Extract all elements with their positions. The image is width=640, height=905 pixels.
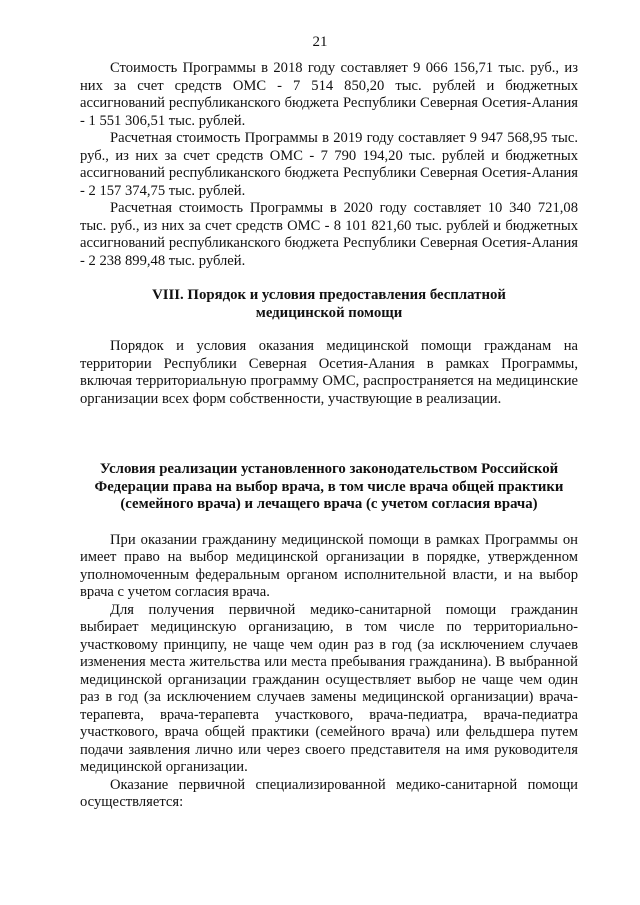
conditions-heading-line1: Условия реализации установленного законодательством Российской <box>99 461 559 477</box>
section-viii <box>80 287 578 408</box>
section-viii-paragraph: Порядок и условия оказания медицинской помощи гражданам на территории Республики Северная Осетия-Алания в рамках Программы, включая территориальную программу ОМС, распространяется на медицинские организации всех форм собственности, участвующие в реализации. <box>80 338 578 407</box>
cost-section <box>80 60 578 270</box>
conditions-section <box>80 461 578 812</box>
section-viii-heading-line2: медицинской помощи <box>255 304 403 321</box>
page-number: 21 <box>312 34 328 50</box>
cost-paragraph-2018: Стоимость Программы в 2018 году составляет 9 066 156,71 тыс. руб., из них за счет средств ОМС - 7 514 850,20 тыс. рублей и бюджетных ассигнований республиканского бюджета Республики Северная Осетия-Алания - 1 551 306,51 тыс. рублей. <box>80 60 578 129</box>
conditions-paragraph-specialized: Оказание первичной специализированной медико-санитарной помощи осуществляется: <box>80 776 578 810</box>
conditions-paragraph-choice: При оказании гражданину медицинской помощи в рамках Программы он имеет право на выбор медицинской организации в порядке, утвержденном уполномоченным федеральным органом исполнительной власти, и на выбор врача с учетом согласия врача. <box>80 531 578 600</box>
conditions-heading-line3: (семейного врача) и лечащего врача (с учетом согласия врача) <box>120 496 538 512</box>
section-viii-heading-line1: VIII. Порядок и условия предоставления бесплатной <box>152 287 506 303</box>
conditions-heading-line2: Федерации права на выбор врача, в том числе врача общей практики <box>94 478 564 495</box>
conditions-paragraph-primary-care: Для получения первичной медико-санитарной помощи гражданин выбирает медицинскую организацию, в том числе по территориально-участковому принципу, не чаще чем один раз в год (за исключением случаев изменения места жительства или места пребывания гражданина). В выбранной медицинской организации гражданин осуществляет выбор не чаще чем один раз в год (за исключением случаев замены медицинской организации) врача-терапевта, врача-терапевта участкового, врача-педиатра, врача-педиатра участкового, врача общей практики (семейного врача) или фельдшера путем подачи заявления лично или через своего представителя на имя руководителя медицинской организации. <box>80 601 578 775</box>
cost-paragraph-2019: Расчетная стоимость Программы в 2019 году составляет 9 947 568,95 тыс. руб., из них за счет средств ОМС - 7 790 194,20 тыс. рублей и бюджетных ассигнований республиканского бюджета Республики Северная Осетия-Алания - 2 157 374,75 тыс. рублей. <box>80 130 578 199</box>
conditions-heading <box>80 461 578 514</box>
cost-paragraph-2020: Расчетная стоимость Программы в 2020 году составляет 10 340 721,08 тыс. руб., из них за счет средств ОМС - 8 101 821,60 тыс. рублей и бюджетных ассигнований республиканского бюджета Республики Северная Осетия-Алания - 2 238 899,48 тыс. рублей. <box>80 200 578 269</box>
section-viii-heading <box>80 287 578 322</box>
